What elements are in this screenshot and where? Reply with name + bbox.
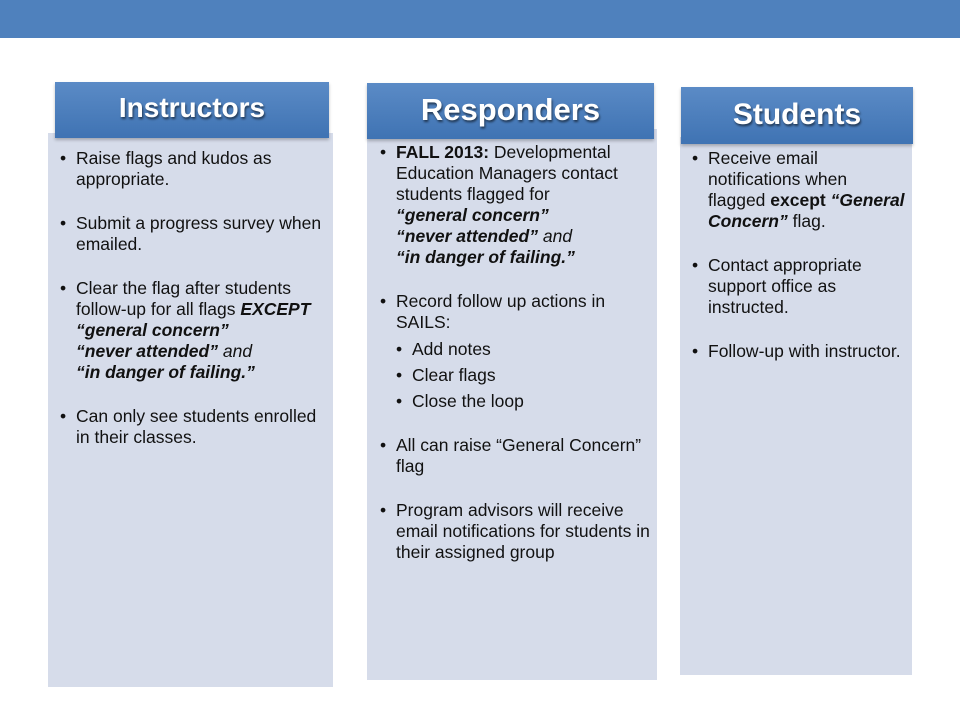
list-item: • All can raise “General Concern” flag bbox=[380, 435, 652, 477]
flag-general-concern: “general concern” bbox=[76, 320, 229, 340]
list-item: • Receive email notifications when flagged except “General Concern” flag. bbox=[692, 148, 906, 232]
students-title: Students bbox=[732, 98, 862, 131]
list-item: • Can only see students enrolled in their classes. bbox=[60, 406, 325, 448]
instructors-list bbox=[60, 148, 325, 471]
flag-never-attended: “never attended” bbox=[76, 341, 218, 361]
list-item: • Submit a progress survey when emailed. bbox=[60, 213, 325, 255]
except-emphasis: except bbox=[770, 190, 826, 210]
sub-list bbox=[396, 339, 652, 412]
responders-header bbox=[367, 83, 654, 139]
students-header bbox=[681, 87, 913, 144]
sub-item-add-notes: • Add notes bbox=[396, 339, 652, 360]
list-item: • Program advisors will receive email notifications for students in their assigned group bbox=[380, 500, 652, 563]
list-item: • Raise flags and kudos as appropriate. bbox=[60, 148, 325, 190]
sub-item-close-loop: • Close the loop bbox=[396, 391, 652, 412]
responders-list bbox=[380, 142, 652, 586]
sub-item-clear-flags: • Clear flags bbox=[396, 365, 652, 386]
top-band bbox=[0, 0, 960, 38]
flag-in-danger: “in danger of failing.” bbox=[396, 247, 575, 267]
except-emphasis: EXCEPT bbox=[240, 299, 311, 319]
list-item: • Clear the flag after students follow-up for all flags EXCEPT “general concern” “never attended” and “in danger of failing.” bbox=[60, 278, 325, 383]
flag-general-concern: “General Concern” bbox=[708, 190, 905, 231]
list-item: • Contact appropriate support office as instructed. bbox=[692, 255, 906, 318]
instructors-title: Instructors bbox=[118, 92, 266, 123]
fall-2013-label: FALL 2013: bbox=[396, 142, 490, 162]
students-list bbox=[692, 148, 906, 385]
flag-general-concern: “general concern” bbox=[396, 205, 549, 225]
flag-in-danger: “in danger of failing.” bbox=[76, 362, 255, 382]
list-item: • FALL 2013: Developmental Education Managers contact students flagged for “general concern” “never attended” and “in danger of failing.” bbox=[380, 142, 652, 268]
list-item: • Record follow up actions in SAILS: • Add notes • Clear flags • Close the loop bbox=[380, 291, 652, 412]
list-item: • Follow-up with instructor. bbox=[692, 341, 906, 362]
flag-never-attended: “never attended” bbox=[396, 226, 538, 246]
instructors-header bbox=[55, 82, 329, 138]
responders-title: Responders bbox=[420, 92, 601, 127]
